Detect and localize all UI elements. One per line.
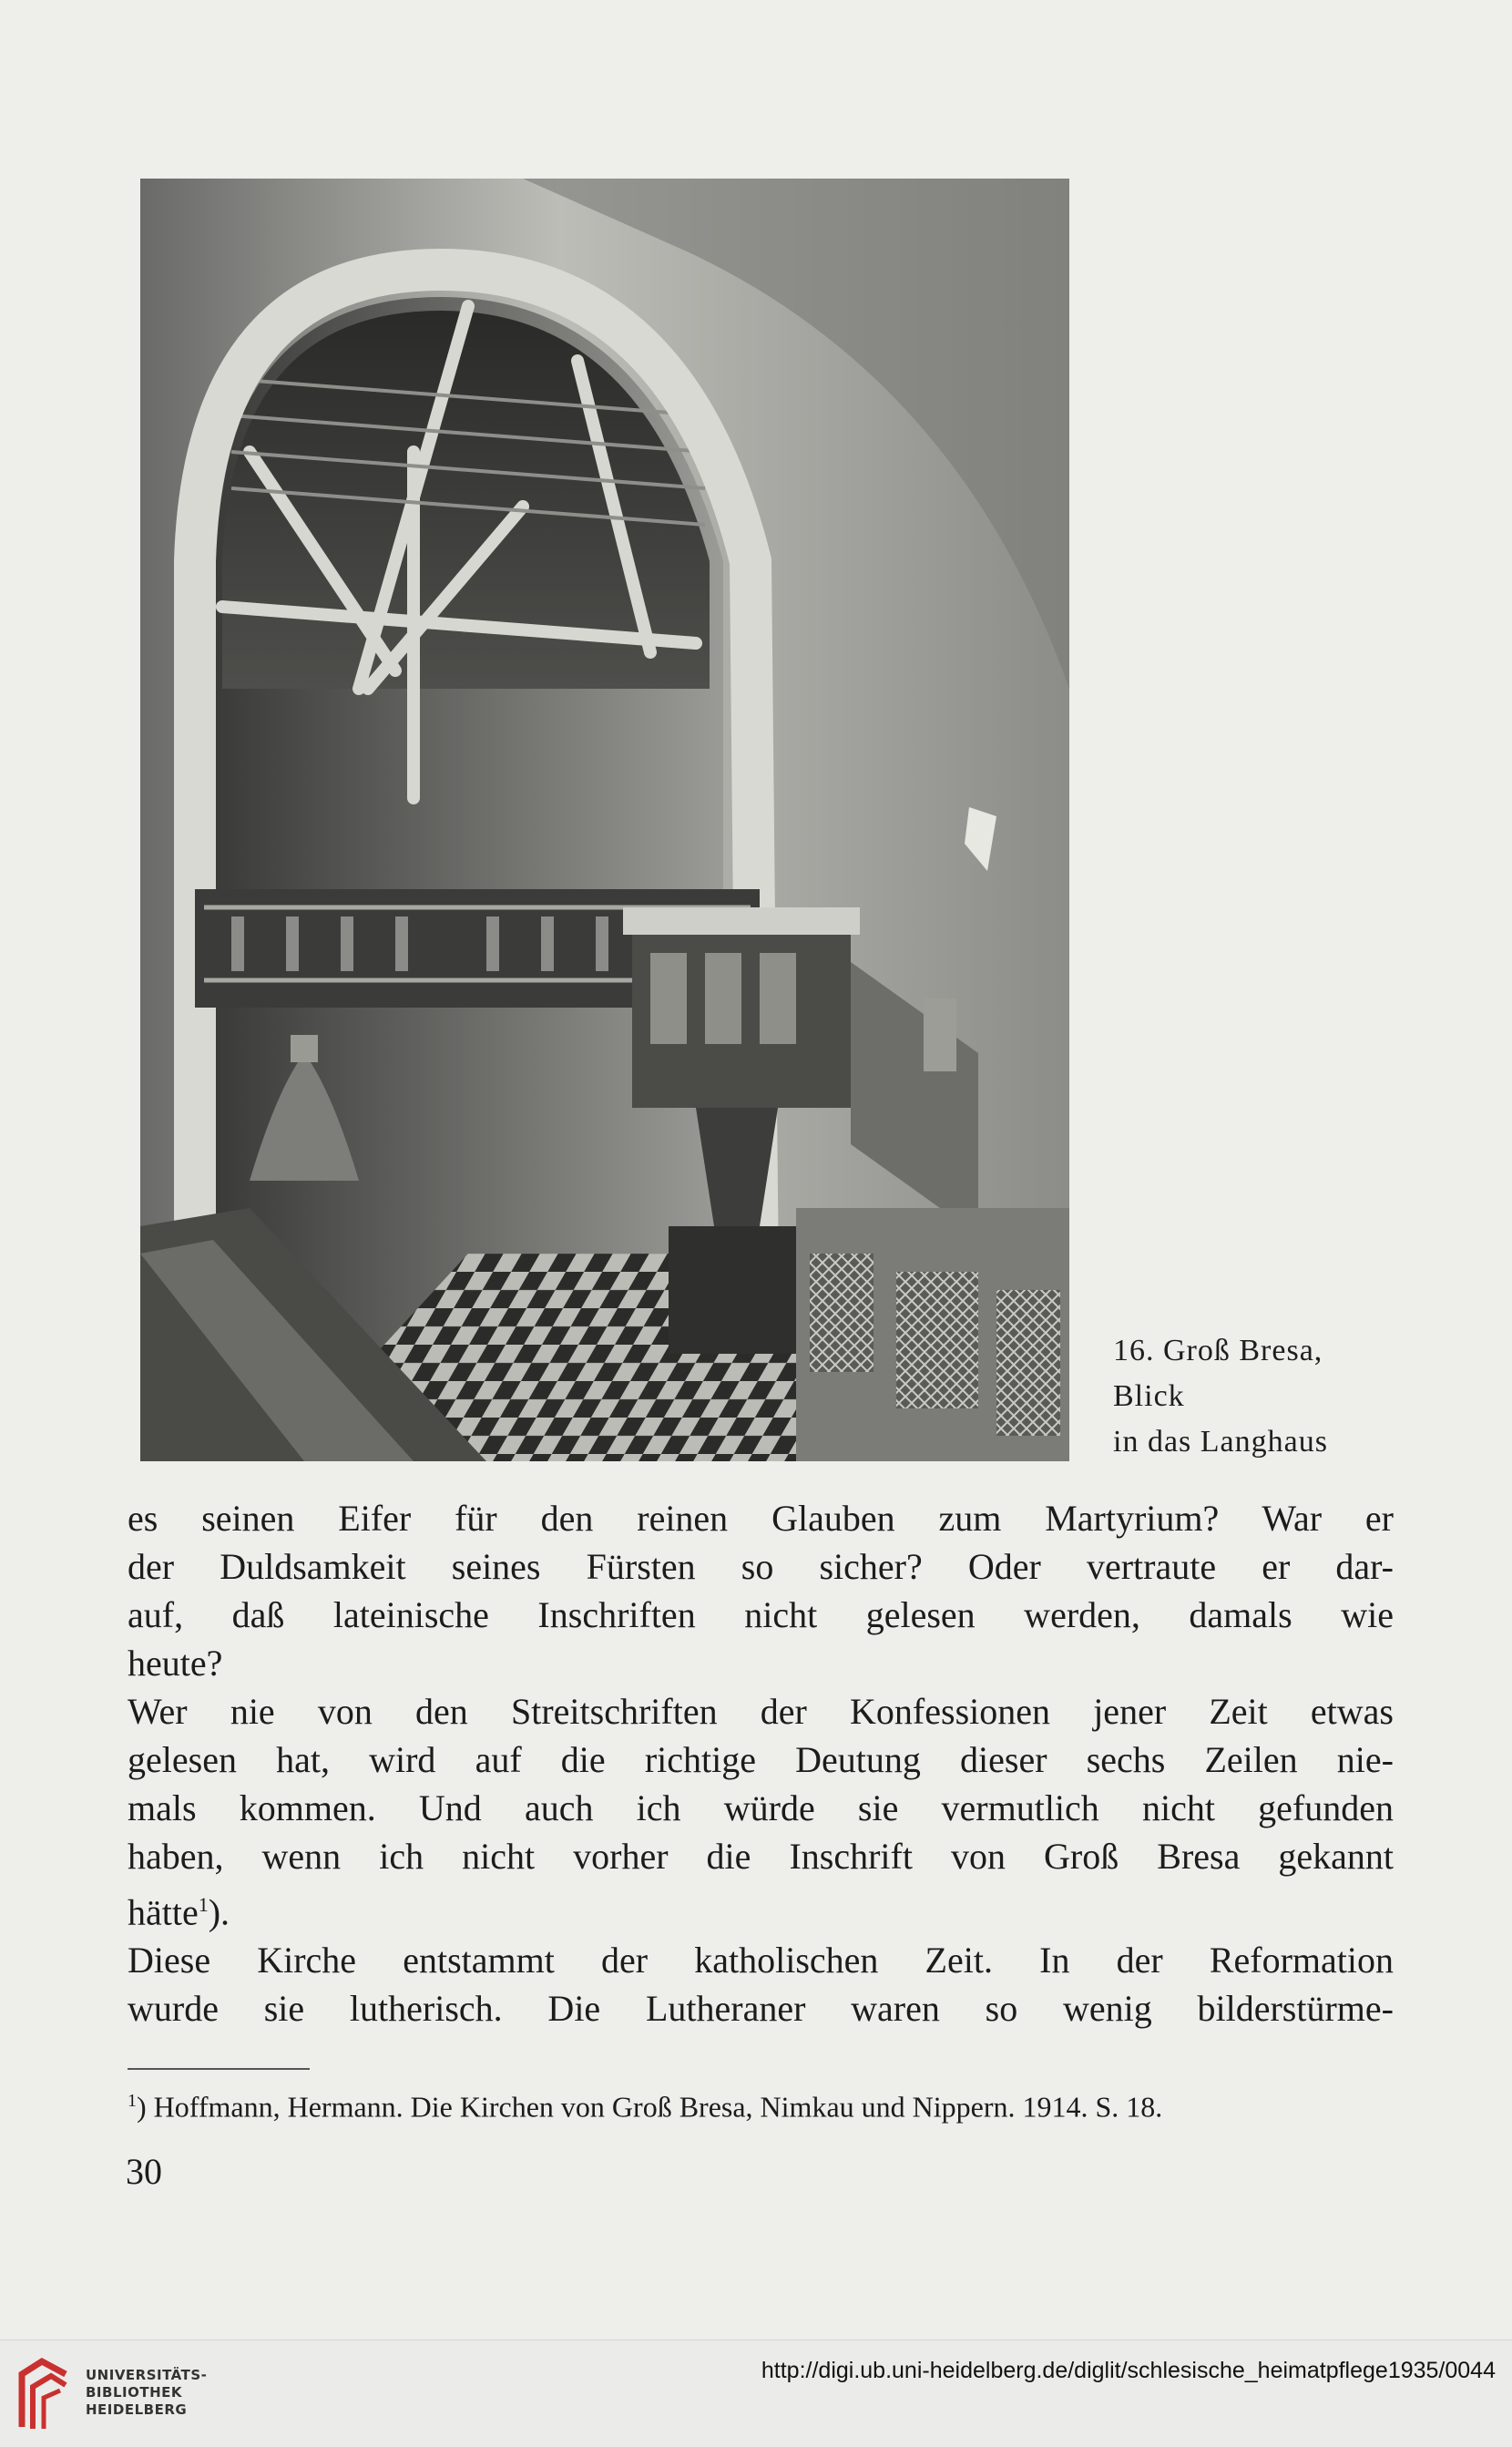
footer-bar: [0, 2339, 1512, 2447]
photo-illustration: [140, 179, 1069, 1461]
footnote-reference: 1: [198, 1893, 209, 1916]
library-logo-icon: [15, 2356, 73, 2434]
logo-line: BIBLIOTHEK: [86, 2384, 182, 2401]
text-line: wurde sie lutherisch. Die Lutheraner waren so wenig bilderstürme-: [128, 1988, 1394, 2030]
text-line-with-footnote-ref: [128, 1880, 1394, 1936]
footnote-marker: 1: [128, 2091, 137, 2111]
page-number: 30: [126, 2151, 162, 2192]
text-line: es seinen Eifer für den reinen Glauben zum Martyrium? War er: [128, 1498, 1394, 1539]
text-line: Diese Kirche entstammt der katholischen Zeit. In der Reformation: [128, 1940, 1394, 1981]
church-interior-photograph: [140, 179, 1069, 1461]
text-line: auf, daß lateinische Inschriften nicht gelesen werden, damals wie: [128, 1594, 1394, 1635]
library-logo-text: [86, 2367, 207, 2419]
text-line: gelesen hat, wird auf die richtige Deutung dieser sechs Zeilen nie-: [128, 1739, 1394, 1780]
logo-line: HEIDELBERG: [86, 2401, 188, 2418]
paragraph-1: [128, 1494, 1394, 1687]
caption-line-2: Blick: [1113, 1379, 1185, 1413]
text-line: haben, wenn ich nicht vorher die Inschrift von Groß Bresa gekannt: [128, 1836, 1394, 1877]
footnote: [128, 2081, 1394, 2127]
paragraph-3: [128, 1936, 1394, 2032]
footnote-divider: [128, 2068, 310, 2070]
caption-line-3: in das Langhaus: [1113, 1425, 1328, 1459]
caption-line-1: 16. Groß Bresa,: [1113, 1334, 1323, 1367]
source-url-link[interactable]: http://digi.ub.uni-heidelberg.de/diglit/schlesische_heimatpflege1935/0044: [761, 2358, 1496, 2383]
text-fragment: ).: [208, 1891, 230, 1933]
text-line: mals kommen. Und auch ich würde sie vermutlich nicht gefunden: [128, 1787, 1394, 1828]
text-line: Wer nie von den Streitschriften der Konfessionen jener Zeit etwas: [128, 1691, 1394, 1732]
figure-caption: [1113, 1328, 1386, 1465]
text-line: der Duldsamkeit seines Fürsten so sicher? Oder vertraute er dar-: [128, 1546, 1394, 1587]
text-fragment: hätte: [128, 1891, 199, 1933]
body-text: [128, 1494, 1394, 2032]
footnote-text: ) Hoffmann, Hermann. Die Kirchen von Groß Bresa, Nimkau und Nippern. 1914. S. 18.: [137, 2090, 1163, 2124]
text-line: heute?: [128, 1643, 223, 1684]
logo-line: UNIVERSITÄTS-: [86, 2367, 208, 2383]
paragraph-2: [128, 1687, 1394, 1936]
